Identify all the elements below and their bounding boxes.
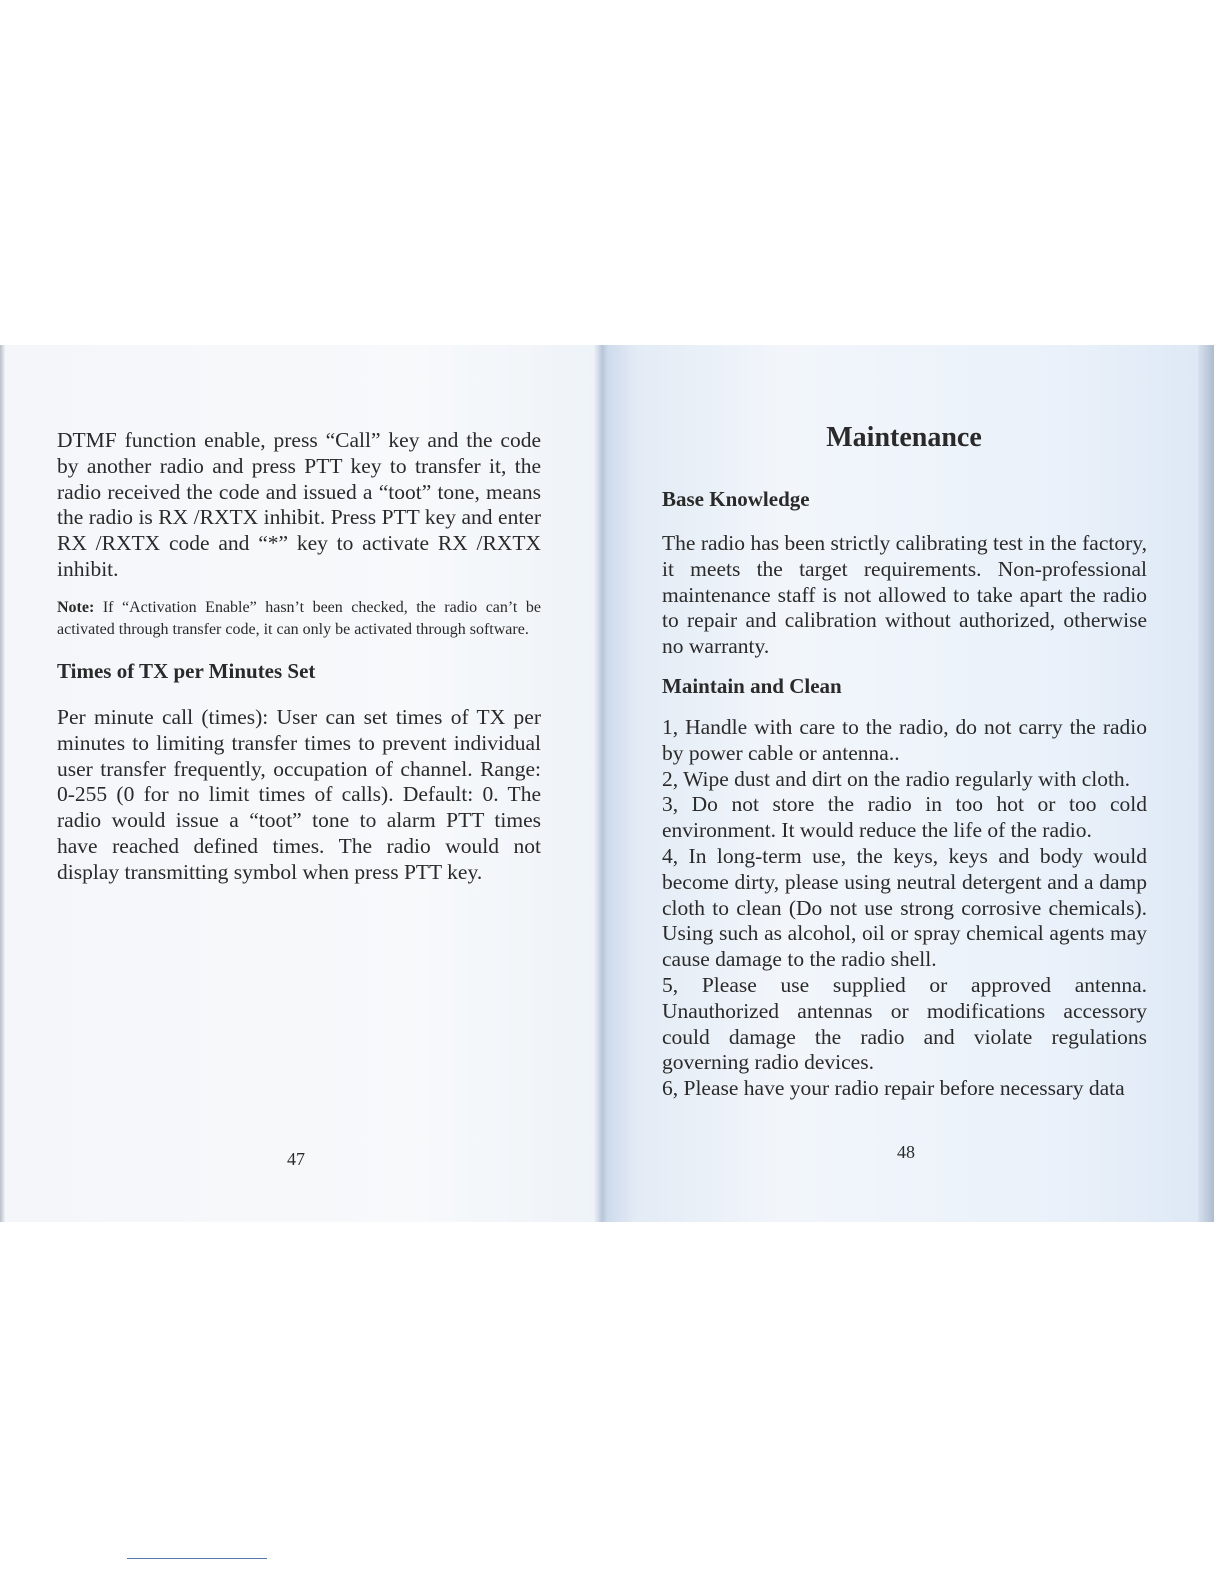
maintenance-title: Maintenance [826,422,982,453]
note-label: Note: [57,599,95,616]
list-item: 3, Do not store the radio in too hot or too cold environment. It would reduce the life of the radio. [662,792,1147,843]
maintain-clean-heading: Maintain and Clean [662,674,842,698]
base-knowledge-heading: Base Knowledge [662,487,810,511]
list-item: 6, Please have your radio repair before necessary data [662,1076,1125,1101]
list-item: 5, Please use supplied or approved antenna. Unauthorized antennas or modifications accessory could damage the radio and violate regulations governing radio devices. [662,972,1147,1075]
page-47 [5,345,600,1222]
per-minute-call-paragraph: Per minute call (times): User can set times of TX per minutes to limiting transfer times to prevent individual user transfer frequently, occupation of channel. Range: 0-255 (0 for no limit times of calls). Default: 0. The radio would issue a “toot” tone to alarm PTT times have reached defined times. The radio would not display transmitting symbol when press PTT key. [57,705,541,884]
page-edge-right [1198,345,1214,1222]
page-number-48: 48 [897,1142,915,1162]
base-knowledge-paragraph: The radio has been strictly calibrating test in the factory, it meets the target requirements. Non-professional maintenance staff is not allowed to take apart the radio to repair and calibration without authorized, otherwise no warranty. [662,531,1147,659]
page-48 [600,345,1214,1222]
book-spread [0,345,1214,1222]
dtmf-paragraph: DTMF function enable, press “Call” key and the code by another radio and press PTT key to transfer it, the radio received the code and issued a “toot” tone, means the radio is RX /RXTX inhibit. Press PTT key and enter RX /RXTX code and “*” key to activate RX /RXTX inhibit. [57,428,541,581]
list-item: 1, Handle with care to the radio, do not carry the radio by power cable or antenna.. [662,715,1147,765]
maintain-clean-list [662,715,1147,1102]
note-text: If “Activation Enable” hasn’t been checked, the radio can’t be activated through transfer code, it can only be activated through software. [57,599,541,638]
list-item: 2, Wipe dust and dirt on the radio regularly with cloth. [662,766,1131,791]
activation-note [57,597,541,640]
times-of-tx-heading: Times of TX per Minutes Set [57,659,316,683]
book-gutter [594,345,608,1222]
bottom-rule-line [127,1558,267,1559]
page-number-47: 47 [287,1149,305,1169]
list-item: 4, In long-term use, the keys, keys and body would become dirty, please using neutral detergent and a damp cloth to clean (Do not use strong corrosive chemicals). Using such as alcohol, oil or spray chemical agents may cause damage to the radio shell. [662,843,1147,972]
